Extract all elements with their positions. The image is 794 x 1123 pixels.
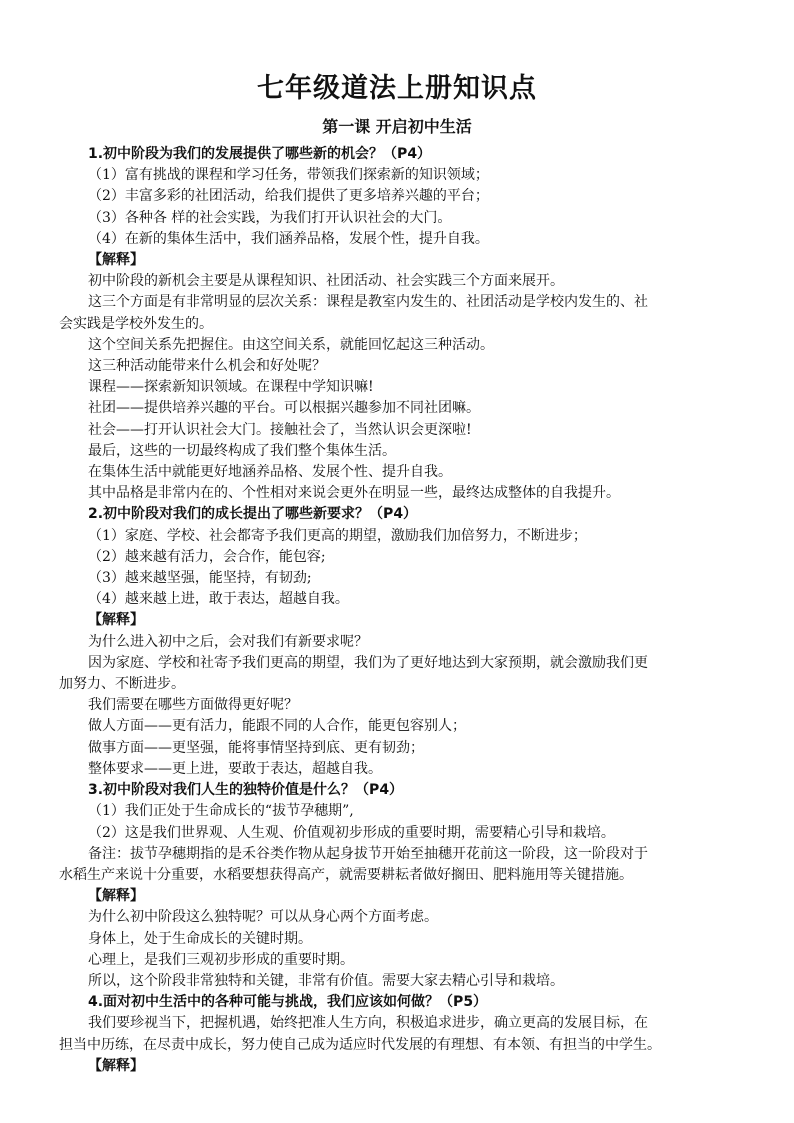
- paragraph: 初中阶段的新机会主要是从课程知识、社团活动、社会实践三个方面来展开。: [88, 273, 564, 290]
- paragraph: 做事方面——更坚强，能将事情坚持到底、更有韧劲；: [88, 739, 424, 756]
- lesson-title: 第一课 开启初中生活: [322, 117, 472, 136]
- paragraph: 我们要珍视当下，把握机遇，始终把准人生方向，积极追求进步，确立更高的发展目标，在: [88, 1015, 648, 1032]
- paragraph: 其中品格是非常内在的、个性相对来说会更外在明显一些，最终达成整体的自我提升。: [88, 485, 620, 502]
- paragraph: 为什么初中阶段这么独特呢？可以从身心两个方面考虑。: [88, 909, 438, 926]
- paragraph: 整体要求——更上进，要敢于表达，超越自我。: [88, 760, 382, 777]
- paragraph: 做人方面——更有活力，能跟不同的人合作，能更包容别人；: [88, 718, 466, 735]
- answer-item: （1）富有挑战的课程和学习任务，带领我们探索新的知识领域；: [88, 167, 489, 184]
- paragraph: 这三个方面是有非常明显的层次关系：课程是教室内发生的、社团活动是学校内发生的、社: [88, 294, 648, 311]
- paragraph: 这个空间关系先把握住。由这空间关系，就能回忆起这三种活动。: [88, 336, 494, 353]
- paragraph: 在集体生活中就能更好地涵养品格、发展个性、提升自我。: [88, 464, 452, 481]
- paragraph-continued: 会实践是学校外发生的。: [59, 315, 213, 332]
- answer-item: （3）各种各 样的社会实践，为我们打开认识社会的大门。: [88, 209, 452, 226]
- answer-item: （4）在新的集体生活中，我们涵养品格，发展个性，提升自我。: [88, 230, 489, 247]
- explanation-heading: 【解释】: [88, 1057, 144, 1074]
- paragraph: 社团——提供培养兴趣的平台。可以根据兴趣参加不同社团嘛。: [88, 400, 480, 417]
- paragraph: 我们需要在哪些方面做得更好呢？: [88, 697, 298, 714]
- answer-item: （4）越来越上进，敢于表达，超越自我。: [88, 591, 349, 608]
- answer-item: （2）这是我们世界观、人生观、价值观初步形成的重要时期，需要精心引导和栽培。: [88, 824, 615, 841]
- note-continued: 水稻生产来说十分重要，水稻要想获得高产，就需要耕耘者做好搁田、肥料施用等关键措施。: [59, 866, 633, 883]
- paragraph-continued: 担当中历练，在尽责中成长，努力使自己成为适应时代发展的有理想、有本领、有担当的中学生。: [59, 1036, 661, 1053]
- question-3: 3.初中阶段对我们人生的独特价值是什么？（P4）: [88, 782, 404, 799]
- answer-item: （2）越来越有活力，会合作，能包容;: [88, 548, 326, 565]
- answer-item: （3）越来越坚强，能坚持，有韧劲;: [88, 570, 312, 587]
- question-2: 2.初中阶段对我们的成长提出了哪些新要求？（P4）: [88, 506, 418, 523]
- note: 备注：拔节孕穗期指的是禾谷类作物从起身拔节开始至抽穗开花前这一阶段，这一阶段对于: [88, 845, 648, 862]
- question-1: 1.初中阶段为我们的发展提供了哪些新的机会？（P4）: [88, 146, 432, 162]
- answer-item: （1）我们正处于生命成长的“拔节孕穗期”,: [88, 803, 354, 820]
- explanation-heading: 【解释】: [88, 252, 144, 269]
- answer-item: （1）家庭、学校、社会都寄予我们更高的期望，激励我们加倍努力，不断进步；: [88, 527, 587, 544]
- paragraph: 因为家庭、学校和社寄予我们更高的期望，我们为了更好地达到大家预期，就会激励我们更: [88, 654, 648, 671]
- page-title: 七年级道法上册知识点: [257, 73, 537, 104]
- explanation-heading: 【解释】: [88, 888, 144, 905]
- paragraph: 社会——打开认识社会大门。接触社会了，当然认识会更深啦!: [88, 421, 472, 438]
- question-4: 4.面对初中生活中的各种可能与挑战，我们应该如何做？（P5）: [88, 994, 488, 1011]
- document-body: [59, 144, 738, 1077]
- paragraph: 为什么进入初中之后，会对我们有新要求呢？: [88, 633, 368, 650]
- answer-item: （2）丰富多彩的社团活动，给我们提供了更多培养兴趣的平台；: [88, 188, 489, 205]
- paragraph: 最后，这些的一切最终构成了我们整个集体生活。: [88, 442, 396, 459]
- paragraph: 身体上，处于生命成长的关键时期。: [88, 930, 312, 947]
- paragraph: 课程——探索新知识领域。在课程中学知识嘛!: [88, 379, 374, 396]
- paragraph: 所以，这个阶段非常独特和关键，非常有价值。需要大家去精心引导和栽培。: [88, 972, 564, 989]
- paragraph: 这三种活动能带来什么机会和好处呢？: [88, 358, 326, 375]
- paragraph-continued: 加努力、不断进步。: [59, 676, 185, 693]
- paragraph: 心理上，是我们三观初步形成的重要时期。: [88, 951, 354, 968]
- explanation-heading: 【解释】: [88, 612, 144, 629]
